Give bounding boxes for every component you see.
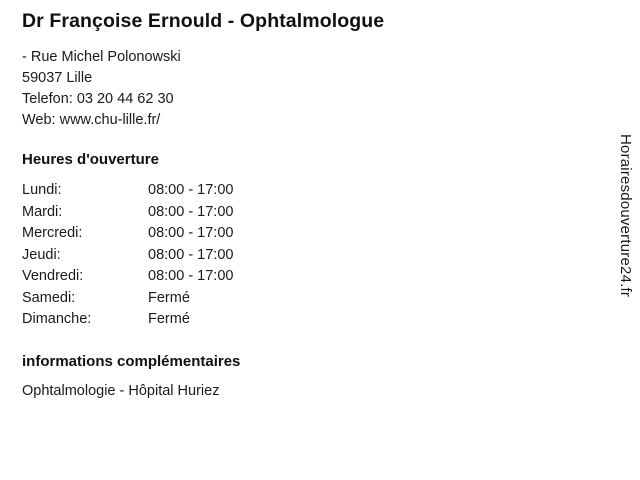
- day-hours: 08:00 - 17:00: [148, 182, 234, 199]
- day-hours: 08:00 - 17:00: [148, 246, 234, 263]
- website-link[interactable]: Web: www.chu-lille.fr/: [22, 112, 161, 129]
- additional-info-heading: informations complémentaires: [22, 352, 241, 370]
- day-hours: 08:00 - 17:00: [148, 268, 234, 285]
- watermark-brand: Horairesdouverture24.fr: [617, 134, 634, 298]
- page-title: Dr Françoise Ernould - Ophtalmologue: [22, 10, 385, 32]
- table-row: [22, 180, 233, 202]
- table-row: [22, 202, 233, 224]
- day-label: Vendredi:: [22, 268, 84, 285]
- table-row: [22, 223, 233, 245]
- opening-hours-heading: Heures d'ouverture: [22, 151, 159, 169]
- day-label: Mercredi:: [22, 225, 83, 242]
- day-hours: 08:00 - 17:00: [148, 225, 234, 242]
- opening-hours-table: [22, 180, 233, 331]
- day-label: Samedi:: [22, 289, 76, 306]
- table-row: [22, 309, 233, 331]
- day-label: Mardi:: [22, 203, 63, 220]
- day-hours: Fermé: [148, 311, 190, 328]
- table-row: [22, 245, 233, 267]
- day-label: Lundi:: [22, 182, 62, 199]
- additional-info-text: Ophtalmologie - Hôpital Huriez: [22, 382, 220, 399]
- day-hours: 08:00 - 17:00: [148, 203, 234, 220]
- day-label: Jeudi:: [22, 246, 61, 263]
- table-row: [22, 266, 233, 288]
- table-row: [22, 288, 233, 310]
- day-label: Dimanche:: [22, 311, 92, 328]
- address-city: 59037 Lille: [22, 70, 93, 87]
- listing-content: [22, 10, 592, 402]
- day-hours: Fermé: [148, 289, 190, 306]
- address-street: - Rue Michel Polonowski: [22, 49, 181, 66]
- phone-number: Telefon: 03 20 44 62 30: [22, 91, 174, 108]
